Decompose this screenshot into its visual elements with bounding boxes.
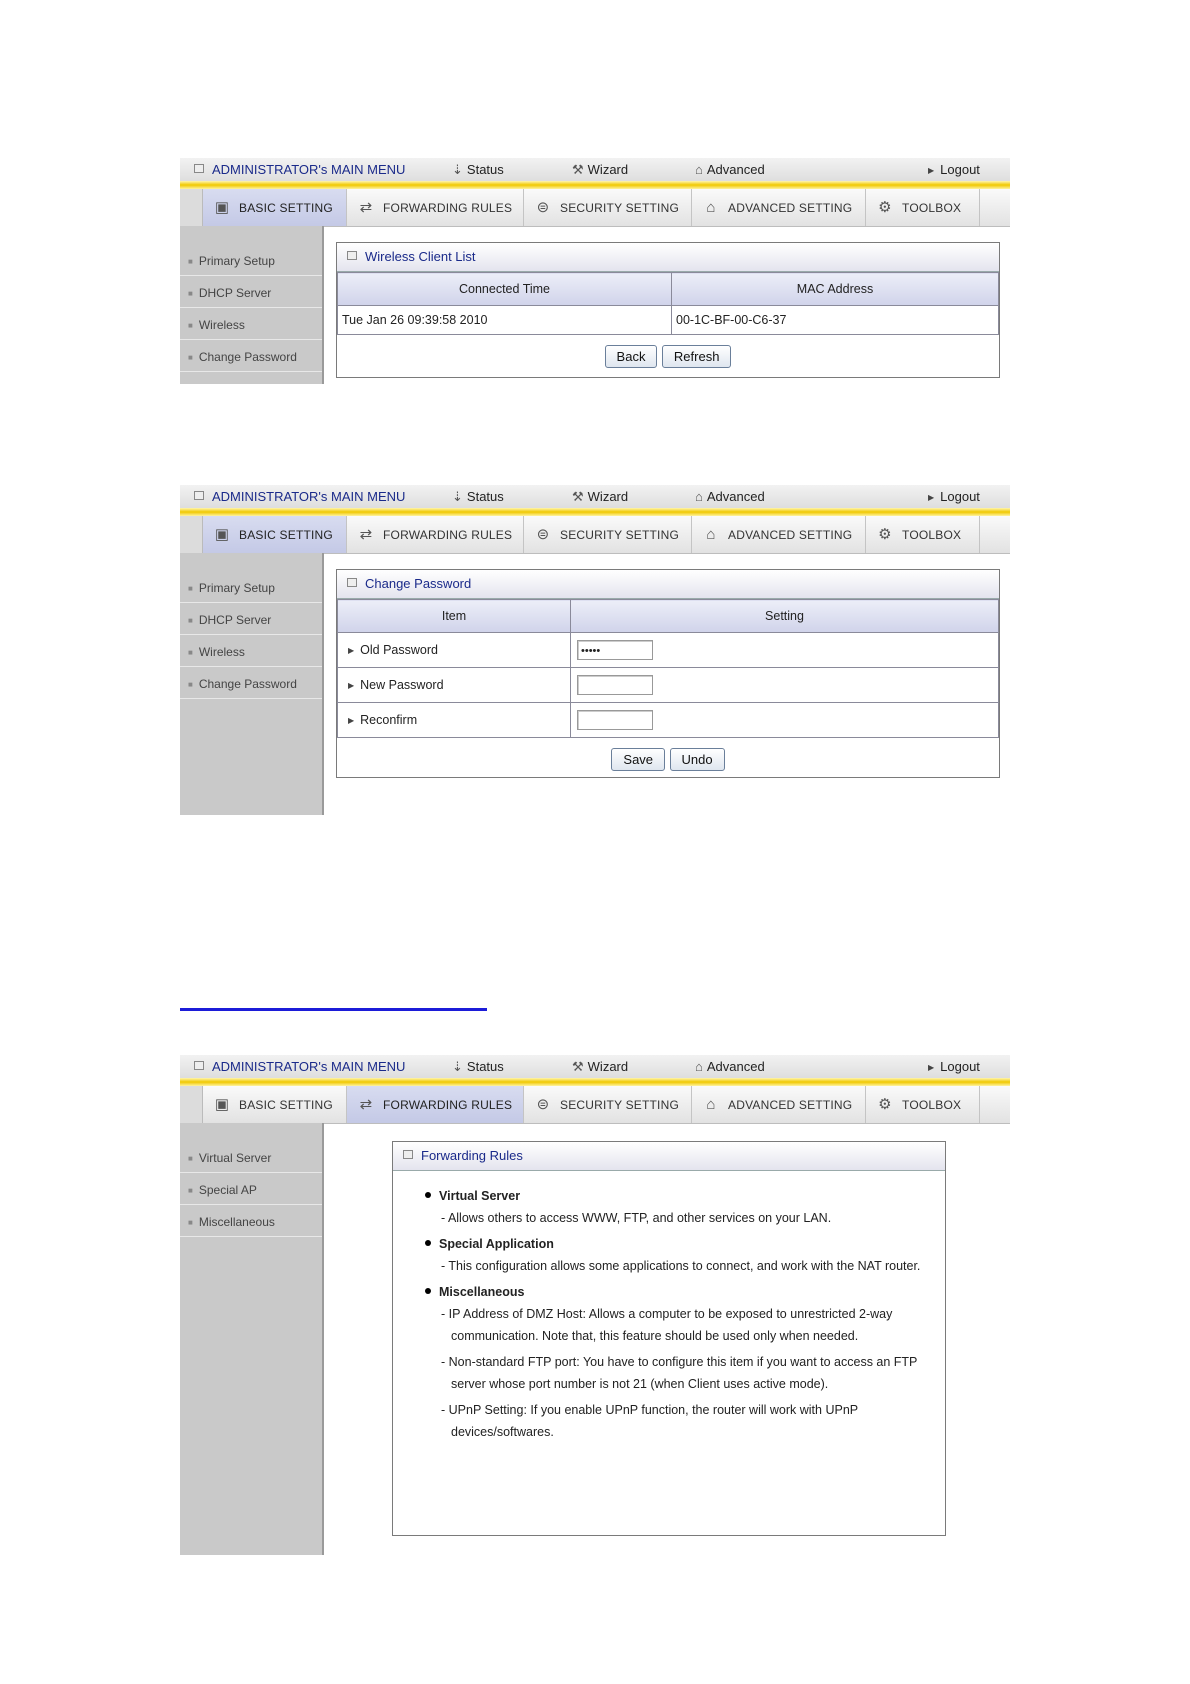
panel-title: Change Password <box>337 570 999 599</box>
tab-security-setting[interactable]: ⊜ SECURITY SETTING <box>524 1086 692 1123</box>
tab-security-setting[interactable]: ⊜ SECURITY SETTING <box>524 516 692 553</box>
bullet-icon <box>425 1192 431 1198</box>
menu-divider <box>180 1078 1010 1086</box>
advanced-icon: ⌂ <box>695 489 703 504</box>
sidebar-item-primary-setup[interactable]: ■ Primary Setup <box>180 573 322 603</box>
reconfirm-label: ▶ Reconfirm <box>338 703 571 738</box>
special-application-heading: Special Application <box>427 1233 925 1255</box>
blue-divider-line <box>180 1008 487 1011</box>
arrow-right-icon: ▶ <box>348 716 355 725</box>
forward-icon: ⇄ <box>359 1095 373 1113</box>
tab-forwarding-rules[interactable]: ⇄ FORWARDING RULES <box>347 189 524 226</box>
tab-bar-padding <box>180 516 203 553</box>
table-row <box>338 668 999 703</box>
book-icon: ▣ <box>214 525 230 543</box>
main-menu-title: ADMINISTRATOR's MAIN MENU <box>194 489 405 504</box>
tab-bar <box>180 189 1010 227</box>
toolbox-icon: ⚙ <box>878 198 892 216</box>
sidebar <box>180 226 324 384</box>
menu-square-icon <box>194 164 204 173</box>
panel-square-icon <box>347 251 357 260</box>
bullet-icon <box>425 1240 431 1246</box>
special-application-text: - This configuration allows some applications to connect, and work with the NAT router. <box>441 1259 921 1273</box>
main-menu-bar <box>180 1055 1010 1078</box>
status-icon: ⇣ <box>452 489 463 504</box>
password-table <box>337 599 999 738</box>
advanced-link[interactable]: ⌂ Advanced <box>695 489 765 504</box>
sidebar-item-dhcp-server[interactable]: ■ DHCP Server <box>180 605 322 635</box>
main-menu-title: ADMINISTRATOR's MAIN MENU <box>194 1059 405 1074</box>
advanced-icon: ⌂ <box>695 1059 703 1074</box>
wizard-icon: ⚒ <box>572 489 584 504</box>
main-menu-bar <box>180 485 1010 508</box>
arrow-right-icon: ▶ <box>348 646 355 655</box>
panel-title: Forwarding Rules <box>393 1142 945 1171</box>
toolbox-icon: ⚙ <box>878 1095 892 1113</box>
client-table <box>337 272 999 335</box>
sidebar-item-miscellaneous[interactable]: ■ Miscellaneous <box>180 1207 322 1237</box>
sidebar-item-wireless[interactable]: ■ Wireless <box>180 637 322 667</box>
advanced-icon: ⌂ <box>695 162 703 177</box>
reconfirm-field[interactable] <box>577 710 653 730</box>
bullet-icon: ■ <box>188 680 193 689</box>
tab-basic-setting[interactable]: ▣ BASIC SETTING <box>203 189 347 226</box>
menu-divider <box>180 508 1010 516</box>
tab-bar-padding <box>180 189 203 226</box>
bullet-icon: ■ <box>188 321 193 330</box>
panel-square-icon <box>347 578 357 587</box>
logout-link[interactable]: ▶ Logout <box>928 489 980 504</box>
advanced-setting-icon: ⌂ <box>706 525 716 543</box>
toolbox-icon: ⚙ <box>878 525 892 543</box>
change-password-panel <box>336 569 1000 778</box>
logout-link[interactable]: ▶ Logout <box>928 1059 980 1074</box>
logout-link[interactable]: ▶ Logout <box>928 162 980 177</box>
refresh-button[interactable]: Refresh <box>662 345 732 368</box>
sidebar-item-wireless[interactable]: ■ Wireless <box>180 310 322 340</box>
sidebar <box>180 553 324 815</box>
new-password-cell <box>571 668 999 703</box>
menu-square-icon <box>194 1061 204 1070</box>
wireless-client-panel <box>336 242 1000 378</box>
panel-title: Wireless Client List <box>337 243 999 272</box>
ftp-port-text: - Non-standard FTP port: You have to configure this item if you want to access an FTP server whose port number is not 21 (when Client uses active mode). <box>441 1355 918 1391</box>
tab-bar <box>180 1086 1010 1124</box>
advanced-setting-icon: ⌂ <box>706 1095 716 1113</box>
col-mac-address: MAC Address <box>672 273 999 306</box>
status-link[interactable]: ⇣ Status <box>452 162 504 177</box>
tab-bar <box>180 516 1010 554</box>
menu-divider <box>180 181 1010 189</box>
col-connected-time: Connected Time <box>338 273 672 306</box>
bullet-icon: ■ <box>188 1154 193 1163</box>
status-icon: ⇣ <box>452 1059 463 1074</box>
bullet-icon: ■ <box>188 257 193 266</box>
sidebar-item-primary-setup[interactable]: ■ Primary Setup <box>180 246 322 276</box>
arrow-right-icon: ▶ <box>928 166 935 175</box>
tab-toolbox[interactable]: ⚙ TOOLBOX <box>866 516 980 553</box>
tab-security-setting[interactable]: ⊜ SECURITY SETTING <box>524 189 692 226</box>
table-row <box>338 703 999 738</box>
tab-toolbox[interactable]: ⚙ TOOLBOX <box>866 1086 980 1123</box>
save-button[interactable]: Save <box>611 748 665 771</box>
tab-advanced-setting[interactable]: ⌂ ADVANCED SETTING <box>692 516 866 553</box>
old-password-label: ▶ Old Password <box>338 633 571 668</box>
shield-icon: ⊜ <box>536 198 550 216</box>
old-password-field[interactable]: ••••• <box>577 640 653 660</box>
advanced-setting-icon: ⌂ <box>706 198 716 216</box>
book-icon: ▣ <box>214 1095 230 1113</box>
sidebar-item-change-password[interactable]: ■ Change Password <box>180 342 322 372</box>
dmz-host-text: - IP Address of DMZ Host: Allows a computer to be exposed to unrestricted 2-way communication. Note that, this feature should be used only when needed. <box>441 1307 893 1343</box>
table-row <box>338 306 999 335</box>
bullet-icon: ■ <box>188 289 193 298</box>
virtual-server-heading: Virtual Server <box>427 1185 925 1207</box>
col-item: Item <box>338 600 571 633</box>
wizard-link[interactable]: ⚒ Wizard <box>572 1059 629 1074</box>
change-password-screen <box>180 485 1010 815</box>
shield-icon: ⊜ <box>536 525 550 543</box>
status-link[interactable]: ⇣ Status <box>452 489 504 504</box>
main-menu-bar <box>180 158 1010 181</box>
wizard-icon: ⚒ <box>572 162 584 177</box>
tab-forwarding-rules[interactable]: ⇄ FORWARDING RULES <box>347 516 524 553</box>
sidebar <box>180 1123 324 1555</box>
arrow-right-icon: ▶ <box>928 493 935 502</box>
virtual-server-text: - Allows others to access WWW, FTP, and other services on your LAN. <box>441 1211 832 1225</box>
status-link[interactable]: ⇣ Status <box>452 1059 504 1074</box>
forward-icon: ⇄ <box>359 525 373 543</box>
forwarding-rules-screen <box>180 1055 1010 1555</box>
tab-advanced-setting[interactable]: ⌂ ADVANCED SETTING <box>692 189 866 226</box>
status-icon: ⇣ <box>452 162 463 177</box>
tab-bar-padding <box>180 1086 203 1123</box>
tab-advanced-setting[interactable]: ⌂ ADVANCED SETTING <box>692 1086 866 1123</box>
bullet-icon: ■ <box>188 1218 193 1227</box>
panel-square-icon <box>403 1150 413 1159</box>
sidebar-item-virtual-server[interactable]: ■ Virtual Server <box>180 1143 322 1173</box>
connected-time-cell: Tue Jan 26 09:39:58 2010 <box>338 306 672 335</box>
bullet-icon <box>425 1288 431 1294</box>
button-row <box>337 335 999 368</box>
arrow-right-icon: ▶ <box>348 681 355 690</box>
table-row <box>338 633 999 668</box>
bullet-icon: ■ <box>188 1186 193 1195</box>
wireless-client-screen <box>180 158 1010 384</box>
old-password-cell <box>571 633 999 668</box>
menu-square-icon <box>194 491 204 500</box>
advanced-link[interactable]: ⌂ Advanced <box>695 1059 765 1074</box>
upnp-text: - UPnP Setting: If you enable UPnP function, the router will work with UPnP devices/softwares. <box>441 1403 858 1439</box>
advanced-link[interactable]: ⌂ Advanced <box>695 162 765 177</box>
tab-forwarding-rules[interactable]: ⇄ FORWARDING RULES <box>347 1086 524 1123</box>
wizard-icon: ⚒ <box>572 1059 584 1074</box>
bullet-icon: ■ <box>188 353 193 362</box>
forward-icon: ⇄ <box>359 198 373 216</box>
main-menu-title: ADMINISTRATOR's MAIN MENU <box>194 162 405 177</box>
sidebar-item-special-ap[interactable]: ■ Special AP <box>180 1175 322 1205</box>
bullet-icon: ■ <box>188 648 193 657</box>
sidebar-item-change-password[interactable]: ■ Change Password <box>180 669 322 699</box>
tab-basic-setting[interactable]: ▣ BASIC SETTING <box>203 1086 347 1123</box>
miscellaneous-heading: Miscellaneous <box>427 1281 925 1303</box>
back-button[interactable]: Back <box>605 345 658 368</box>
new-password-field[interactable] <box>577 675 653 695</box>
book-icon: ▣ <box>214 198 230 216</box>
col-setting: Setting <box>571 600 999 633</box>
tab-basic-setting[interactable]: ▣ BASIC SETTING <box>203 516 347 553</box>
wizard-link[interactable]: ⚒ Wizard <box>572 489 629 504</box>
wizard-link[interactable]: ⚒ Wizard <box>572 162 629 177</box>
button-row <box>337 738 999 771</box>
arrow-right-icon: ▶ <box>928 1063 935 1072</box>
tab-toolbox[interactable]: ⚙ TOOLBOX <box>866 189 980 226</box>
new-password-label: ▶ New Password <box>338 668 571 703</box>
forwarding-rules-panel <box>392 1141 946 1536</box>
shield-icon: ⊜ <box>536 1095 550 1113</box>
sidebar-item-dhcp-server[interactable]: ■ DHCP Server <box>180 278 322 308</box>
undo-button[interactable]: Undo <box>670 748 725 771</box>
reconfirm-cell <box>571 703 999 738</box>
bullet-icon: ■ <box>188 616 193 625</box>
forwarding-description <box>393 1171 945 1443</box>
bullet-icon: ■ <box>188 584 193 593</box>
mac-address-cell: 00-1C-BF-00-C6-37 <box>672 306 999 335</box>
